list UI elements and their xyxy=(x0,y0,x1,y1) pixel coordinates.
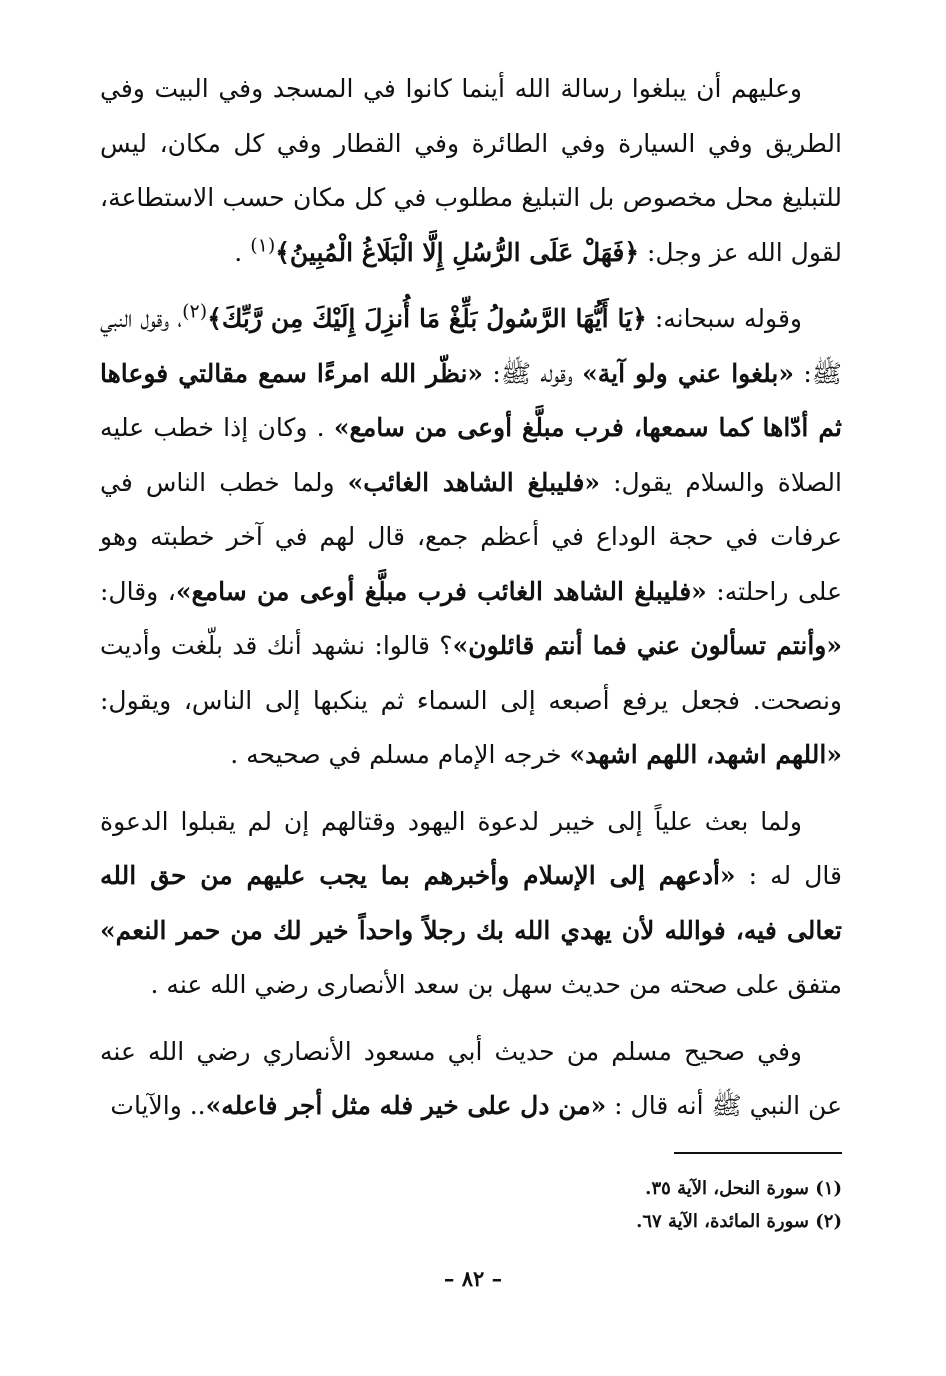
hadith-quote: «أدعهم إلى الإسلام وأخبرهم بما يجب عليهم من حق الله تعالى فيه، فوالله لأن يهدي الله بك رجلاً واحداً خير لك من حمر النعم» xyxy=(100,861,842,945)
text-run: وقوله سبحانه: xyxy=(646,304,802,333)
footnote-ref: (٢) xyxy=(182,300,208,323)
footnote-divider xyxy=(674,1152,842,1154)
text-run: . xyxy=(234,237,251,267)
text-run: ولما بعث علياً إلى خيبر لدعوة اليهود وقتالهم إن لم يقبلوا الدعوة قال له : xyxy=(100,806,842,890)
hadith-quote: «اللهم اشهد، اللهم اشهد» xyxy=(569,740,842,769)
page-body xyxy=(100,62,842,1146)
text-run: خرجه الإمام مسلم في صحيحه . xyxy=(230,740,570,769)
page-number: – ٨٢ – xyxy=(443,1266,503,1291)
text-run: ، وقول النبي ﷺ: xyxy=(100,304,842,388)
text-run: وعليهم أن يبلغوا رسالة الله أينما كانوا في المسجد وفي البيت وفي الطريق وفي السيارة وفي الطائرة وفي القطار وفي كل مكان، ليس للتبليغ محل مخصوص بل التبليغ مطلوب في كل مكان حسب الاستطاعة، لقول الله عز وجل: xyxy=(100,74,842,267)
hadith-quote: «من دل على خير فله مثل أجر فاعله» xyxy=(205,1091,607,1120)
paragraph xyxy=(100,1025,842,1134)
text-run: ، وقال: xyxy=(100,576,176,606)
footnote-2: (٢) سورة المائدة، الآية ٦٧. xyxy=(636,1211,842,1232)
hadith-quote: «فليبلغ الشاهد الغائب فرب مبلَّغ أوعى من سامع» xyxy=(175,576,707,606)
footnote-1: (١) سورة النحل، الآية ٣٥. xyxy=(645,1178,842,1199)
text-run: .. والآيات xyxy=(110,1091,206,1120)
paragraph xyxy=(100,62,842,280)
text-run: وفي صحيح مسلم من حديث أبي مسعود الأنصاري رضي الله عنه عن النبي ﷺ أنه قال : xyxy=(100,1036,842,1120)
paragraph xyxy=(100,795,842,1013)
footnotes xyxy=(102,1172,842,1238)
hadith-quote: «بلغوا عني ولو آية» xyxy=(582,358,795,388)
text-run: ولما خطب الناس في عرفات في حجة الوداع في أعظم جمع، قال لهم في آخر خطبته وهو على راحلته: xyxy=(100,467,842,606)
footnote-ref: (١) xyxy=(250,234,276,257)
text-run: ؟ قالوا: نشهد أنك قد بلّغت وأديت ونصحت. فجعل يرفع أصبعه إلى السماء ثم ينكبها إلى الناس، ويقول: xyxy=(100,631,842,715)
hadith-quote: «فليبلغ الشاهد الغائب» xyxy=(347,467,601,497)
hadith-quote: «نظّر الله امرءًا سمع مقالتي فوعاها ثم أدّاها كما سمعها، فرب مبلَّغ أوعى من سامع» xyxy=(100,358,842,442)
text-run: متفق على صحته من حديث سهل بن سعد الأنصارى رضي الله عنه . xyxy=(150,970,842,999)
hadith-quote: «وأنتم تسألون عني فما أنتم قائلون» xyxy=(452,631,843,660)
paragraph xyxy=(100,292,842,783)
text-run: . وكان إذا خطب عليه الصلاة والسلام يقول: xyxy=(100,413,842,497)
text-run: وقوله ﷺ: xyxy=(483,358,583,388)
quran-verse: ﴿فَهَلْ عَلَى الرُّسُلِ إِلَّا الْبَلَاغُ الْمُبِينُ﴾ xyxy=(275,237,640,267)
quran-verse: ﴿يَا أَيُّهَا الرَّسُولُ بَلِّغْ مَا أُنزِلَ إِلَيْكَ مِن رَّبِّكَ﴾ xyxy=(207,304,647,333)
